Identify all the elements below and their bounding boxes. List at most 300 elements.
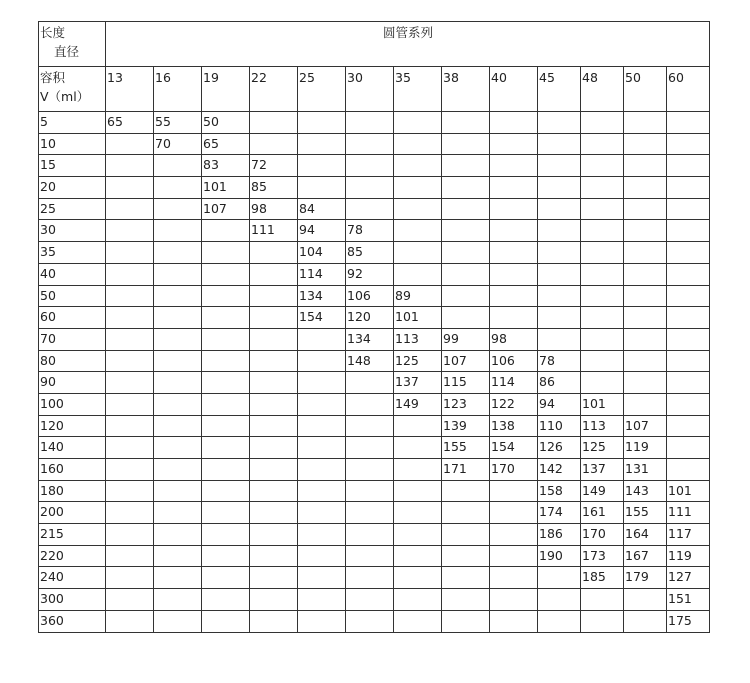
length-cell: 98 — [250, 198, 298, 220]
length-cell — [667, 220, 710, 242]
volume-cell: 50 — [39, 285, 106, 307]
length-cell — [624, 610, 667, 632]
length-cell — [538, 133, 581, 155]
length-cell — [667, 350, 710, 372]
volume-cell: 100 — [39, 393, 106, 415]
length-cell — [490, 589, 538, 611]
length-cell — [106, 459, 154, 481]
table-row — [39, 437, 710, 459]
length-cell — [581, 177, 624, 199]
length-cell — [106, 610, 154, 632]
length-cell — [250, 328, 298, 350]
volume-cell: 30 — [39, 220, 106, 242]
length-cell — [538, 177, 581, 199]
length-cell — [442, 177, 490, 199]
length-cell — [667, 198, 710, 220]
table-row — [39, 307, 710, 329]
volume-cell: 120 — [39, 415, 106, 437]
table-row — [39, 242, 710, 264]
length-cell — [202, 480, 250, 502]
volume-cell: 360 — [39, 610, 106, 632]
length-cell: 175 — [667, 610, 710, 632]
length-cell — [442, 545, 490, 567]
length-cell — [624, 263, 667, 285]
length-cell — [298, 372, 346, 394]
length-cell — [154, 480, 202, 502]
table-row — [39, 480, 710, 502]
volume-cell: 10 — [39, 133, 106, 155]
length-cell — [346, 502, 394, 524]
length-cell — [442, 610, 490, 632]
length-cell — [442, 112, 490, 134]
length-cell — [667, 155, 710, 177]
length-cell: 123 — [442, 393, 490, 415]
length-cell: 173 — [581, 545, 624, 567]
length-cell — [250, 459, 298, 481]
length-cell — [624, 242, 667, 264]
length-cell — [250, 133, 298, 155]
length-cell — [202, 459, 250, 481]
length-cell — [298, 177, 346, 199]
length-cell: 84 — [298, 198, 346, 220]
length-cell — [202, 502, 250, 524]
length-cell: 101 — [202, 177, 250, 199]
length-cell — [346, 415, 394, 437]
length-cell: 126 — [538, 437, 581, 459]
length-cell: 78 — [538, 350, 581, 372]
length-cell — [442, 155, 490, 177]
length-cell — [154, 610, 202, 632]
length-cell: 89 — [394, 285, 442, 307]
length-cell — [106, 589, 154, 611]
length-cell — [298, 393, 346, 415]
length-cell — [202, 610, 250, 632]
length-cell — [394, 112, 442, 134]
length-cell — [667, 242, 710, 264]
length-cell — [394, 524, 442, 546]
length-cell — [346, 459, 394, 481]
length-cell — [346, 610, 394, 632]
length-cell — [154, 263, 202, 285]
length-cell: 85 — [250, 177, 298, 199]
length-cell — [667, 263, 710, 285]
table-row — [39, 350, 710, 372]
length-cell — [538, 112, 581, 134]
length-cell — [394, 502, 442, 524]
length-cell — [624, 112, 667, 134]
volume-header-cell — [39, 67, 106, 112]
length-cell: 142 — [538, 459, 581, 481]
length-cell — [394, 220, 442, 242]
length-cell: 110 — [538, 415, 581, 437]
length-cell — [490, 242, 538, 264]
length-cell — [581, 350, 624, 372]
diameter-header-cell: 48 — [581, 67, 624, 112]
length-cell — [442, 242, 490, 264]
length-cell — [346, 480, 394, 502]
length-cell: 134 — [346, 328, 394, 350]
length-cell — [394, 480, 442, 502]
length-cell — [667, 177, 710, 199]
table-row — [39, 545, 710, 567]
length-cell: 167 — [624, 545, 667, 567]
length-cell — [250, 502, 298, 524]
volume-cell: 160 — [39, 459, 106, 481]
length-cell: 70 — [154, 133, 202, 155]
length-cell: 185 — [581, 567, 624, 589]
diameter-header-cell: 40 — [490, 67, 538, 112]
length-cell — [154, 415, 202, 437]
length-cell: 179 — [624, 567, 667, 589]
length-cell: 65 — [106, 112, 154, 134]
length-cell: 154 — [298, 307, 346, 329]
length-cell — [106, 307, 154, 329]
length-cell — [667, 307, 710, 329]
length-cell — [106, 220, 154, 242]
length-cell — [490, 285, 538, 307]
length-cell — [581, 285, 624, 307]
length-cell — [346, 545, 394, 567]
length-cell — [581, 263, 624, 285]
length-cell — [202, 589, 250, 611]
length-cell — [154, 155, 202, 177]
table-row — [39, 133, 710, 155]
table-row — [39, 328, 710, 350]
length-cell — [250, 393, 298, 415]
volume-cell: 40 — [39, 263, 106, 285]
length-cell — [106, 502, 154, 524]
volume-cell: 220 — [39, 545, 106, 567]
length-cell — [154, 437, 202, 459]
volume-cell: 140 — [39, 437, 106, 459]
length-cell — [346, 155, 394, 177]
length-cell: 50 — [202, 112, 250, 134]
length-cell — [202, 393, 250, 415]
length-cell: 125 — [394, 350, 442, 372]
diameter-header-cell: 38 — [442, 67, 490, 112]
length-cell — [394, 459, 442, 481]
length-cell: 104 — [298, 242, 346, 264]
length-cell — [490, 198, 538, 220]
length-cell: 138 — [490, 415, 538, 437]
table-row — [39, 198, 710, 220]
length-cell — [538, 610, 581, 632]
diameter-header-cell: 25 — [298, 67, 346, 112]
volume-cell: 60 — [39, 307, 106, 329]
length-cell — [394, 545, 442, 567]
length-cell — [106, 480, 154, 502]
length-cell — [298, 502, 346, 524]
length-cell — [106, 372, 154, 394]
length-cell — [250, 242, 298, 264]
length-cell — [667, 133, 710, 155]
length-cell — [106, 177, 154, 199]
length-cell — [202, 263, 250, 285]
length-cell — [667, 459, 710, 481]
diameter-header-cell: 50 — [624, 67, 667, 112]
length-cell — [490, 263, 538, 285]
diameter-header-cell: 35 — [394, 67, 442, 112]
length-cell — [538, 155, 581, 177]
diameter-header-cell: 30 — [346, 67, 394, 112]
length-cell — [298, 112, 346, 134]
length-cell: 107 — [202, 198, 250, 220]
length-cell — [394, 242, 442, 264]
length-cell — [250, 610, 298, 632]
length-cell — [667, 328, 710, 350]
length-cell: 190 — [538, 545, 581, 567]
length-cell: 186 — [538, 524, 581, 546]
length-cell — [442, 524, 490, 546]
length-cell — [154, 328, 202, 350]
length-cell: 170 — [581, 524, 624, 546]
length-cell: 131 — [624, 459, 667, 481]
volume-cell: 80 — [39, 350, 106, 372]
length-cell — [442, 307, 490, 329]
length-cell: 114 — [298, 263, 346, 285]
length-cell: 101 — [581, 393, 624, 415]
length-cell — [667, 285, 710, 307]
length-cell — [346, 112, 394, 134]
length-cell — [202, 220, 250, 242]
length-cell — [538, 285, 581, 307]
diameter-header-cell: 22 — [250, 67, 298, 112]
volume-cell: 20 — [39, 177, 106, 199]
length-cell: 113 — [394, 328, 442, 350]
length-cell — [106, 393, 154, 415]
length-cell — [581, 198, 624, 220]
length-cell: 155 — [624, 502, 667, 524]
length-cell — [298, 459, 346, 481]
length-cell — [250, 545, 298, 567]
length-cell — [442, 567, 490, 589]
length-cell — [490, 307, 538, 329]
length-cell — [346, 589, 394, 611]
table-row — [39, 393, 710, 415]
diameter-header-cell: 13 — [106, 67, 154, 112]
length-cell — [250, 437, 298, 459]
length-cell — [442, 133, 490, 155]
length-cell — [154, 198, 202, 220]
length-cell — [154, 372, 202, 394]
length-cell — [490, 133, 538, 155]
length-cell — [154, 502, 202, 524]
header-row — [39, 22, 710, 67]
length-cell — [394, 610, 442, 632]
diameter-header-cell: 45 — [538, 67, 581, 112]
length-cell — [624, 155, 667, 177]
length-cell — [202, 307, 250, 329]
length-cell — [442, 589, 490, 611]
length-cell — [154, 350, 202, 372]
length-cell — [581, 307, 624, 329]
length-cell — [202, 328, 250, 350]
length-cell — [250, 307, 298, 329]
length-cell: 154 — [490, 437, 538, 459]
length-cell — [346, 198, 394, 220]
length-cell — [154, 524, 202, 546]
length-cell: 149 — [581, 480, 624, 502]
length-cell: 139 — [442, 415, 490, 437]
length-cell — [538, 567, 581, 589]
length-cell: 65 — [202, 133, 250, 155]
length-cell: 127 — [667, 567, 710, 589]
length-cell: 134 — [298, 285, 346, 307]
table-row — [39, 610, 710, 632]
length-cell — [624, 307, 667, 329]
length-cell — [298, 155, 346, 177]
length-cell — [581, 589, 624, 611]
length-cell — [106, 350, 154, 372]
length-cell — [667, 112, 710, 134]
length-cell — [490, 524, 538, 546]
length-cell — [538, 198, 581, 220]
length-cell — [250, 480, 298, 502]
length-cell — [106, 198, 154, 220]
table-row — [39, 589, 710, 611]
length-cell: 86 — [538, 372, 581, 394]
length-cell — [538, 328, 581, 350]
length-cell — [624, 220, 667, 242]
length-cell — [106, 242, 154, 264]
length-cell — [581, 155, 624, 177]
length-cell — [624, 198, 667, 220]
length-cell — [346, 393, 394, 415]
length-cell — [154, 307, 202, 329]
length-cell: 117 — [667, 524, 710, 546]
length-cell: 119 — [624, 437, 667, 459]
length-cell — [298, 133, 346, 155]
length-cell — [346, 524, 394, 546]
length-cell — [624, 372, 667, 394]
table-row — [39, 112, 710, 134]
length-cell — [106, 328, 154, 350]
length-cell — [250, 415, 298, 437]
length-cell: 114 — [490, 372, 538, 394]
length-cell — [106, 133, 154, 155]
volume-unit-label: V（ml） — [40, 89, 90, 104]
length-cell — [106, 437, 154, 459]
length-cell: 72 — [250, 155, 298, 177]
table-row — [39, 524, 710, 546]
length-cell — [298, 350, 346, 372]
length-cell: 149 — [394, 393, 442, 415]
length-cell: 92 — [346, 263, 394, 285]
length-cell — [298, 589, 346, 611]
length-cell: 78 — [346, 220, 394, 242]
length-cell: 120 — [346, 307, 394, 329]
diameter-header-row — [39, 67, 710, 112]
length-cell: 106 — [346, 285, 394, 307]
length-cell — [538, 263, 581, 285]
length-cell — [394, 177, 442, 199]
length-cell: 148 — [346, 350, 394, 372]
length-cell — [442, 502, 490, 524]
length-cell: 106 — [490, 350, 538, 372]
length-cell — [298, 328, 346, 350]
length-cell: 125 — [581, 437, 624, 459]
length-cell: 85 — [346, 242, 394, 264]
table-row — [39, 177, 710, 199]
length-cell: 83 — [202, 155, 250, 177]
length-cell — [490, 155, 538, 177]
length-cell: 137 — [394, 372, 442, 394]
table-row — [39, 502, 710, 524]
length-cell: 94 — [298, 220, 346, 242]
volume-cell: 5 — [39, 112, 106, 134]
length-cell: 155 — [442, 437, 490, 459]
length-label: 长度 — [40, 25, 66, 40]
length-cell — [624, 589, 667, 611]
length-cell — [490, 610, 538, 632]
table-row — [39, 220, 710, 242]
corner-header-cell — [39, 22, 106, 67]
volume-cell: 15 — [39, 155, 106, 177]
length-cell — [154, 177, 202, 199]
volume-cell: 25 — [39, 198, 106, 220]
length-cell — [154, 285, 202, 307]
length-cell: 101 — [394, 307, 442, 329]
length-cell: 158 — [538, 480, 581, 502]
table-row — [39, 285, 710, 307]
length-cell: 122 — [490, 393, 538, 415]
length-cell — [667, 415, 710, 437]
length-cell — [667, 437, 710, 459]
length-cell — [394, 263, 442, 285]
length-cell — [202, 524, 250, 546]
length-cell: 170 — [490, 459, 538, 481]
length-cell: 94 — [538, 393, 581, 415]
length-cell — [106, 567, 154, 589]
length-cell — [490, 220, 538, 242]
volume-cell: 35 — [39, 242, 106, 264]
length-cell — [250, 263, 298, 285]
volume-cell: 240 — [39, 567, 106, 589]
length-cell — [394, 133, 442, 155]
length-cell — [346, 437, 394, 459]
table-row — [39, 567, 710, 589]
length-cell: 111 — [250, 220, 298, 242]
length-cell — [490, 480, 538, 502]
length-cell — [298, 524, 346, 546]
length-cell — [538, 242, 581, 264]
length-cell — [394, 567, 442, 589]
length-cell — [624, 177, 667, 199]
length-cell: 151 — [667, 589, 710, 611]
length-cell — [154, 545, 202, 567]
length-cell: 115 — [442, 372, 490, 394]
length-cell: 164 — [624, 524, 667, 546]
length-cell — [298, 480, 346, 502]
length-cell — [202, 437, 250, 459]
length-cell — [250, 350, 298, 372]
length-cell: 161 — [581, 502, 624, 524]
length-cell — [581, 220, 624, 242]
length-cell — [154, 393, 202, 415]
volume-cell: 180 — [39, 480, 106, 502]
diameter-label: 直径 — [54, 44, 80, 59]
length-cell: 55 — [154, 112, 202, 134]
length-cell — [202, 415, 250, 437]
length-cell — [667, 393, 710, 415]
length-cell — [346, 133, 394, 155]
length-cell — [154, 567, 202, 589]
length-cell — [538, 220, 581, 242]
length-cell — [298, 415, 346, 437]
length-cell — [538, 589, 581, 611]
length-cell — [490, 177, 538, 199]
length-cell — [581, 242, 624, 264]
